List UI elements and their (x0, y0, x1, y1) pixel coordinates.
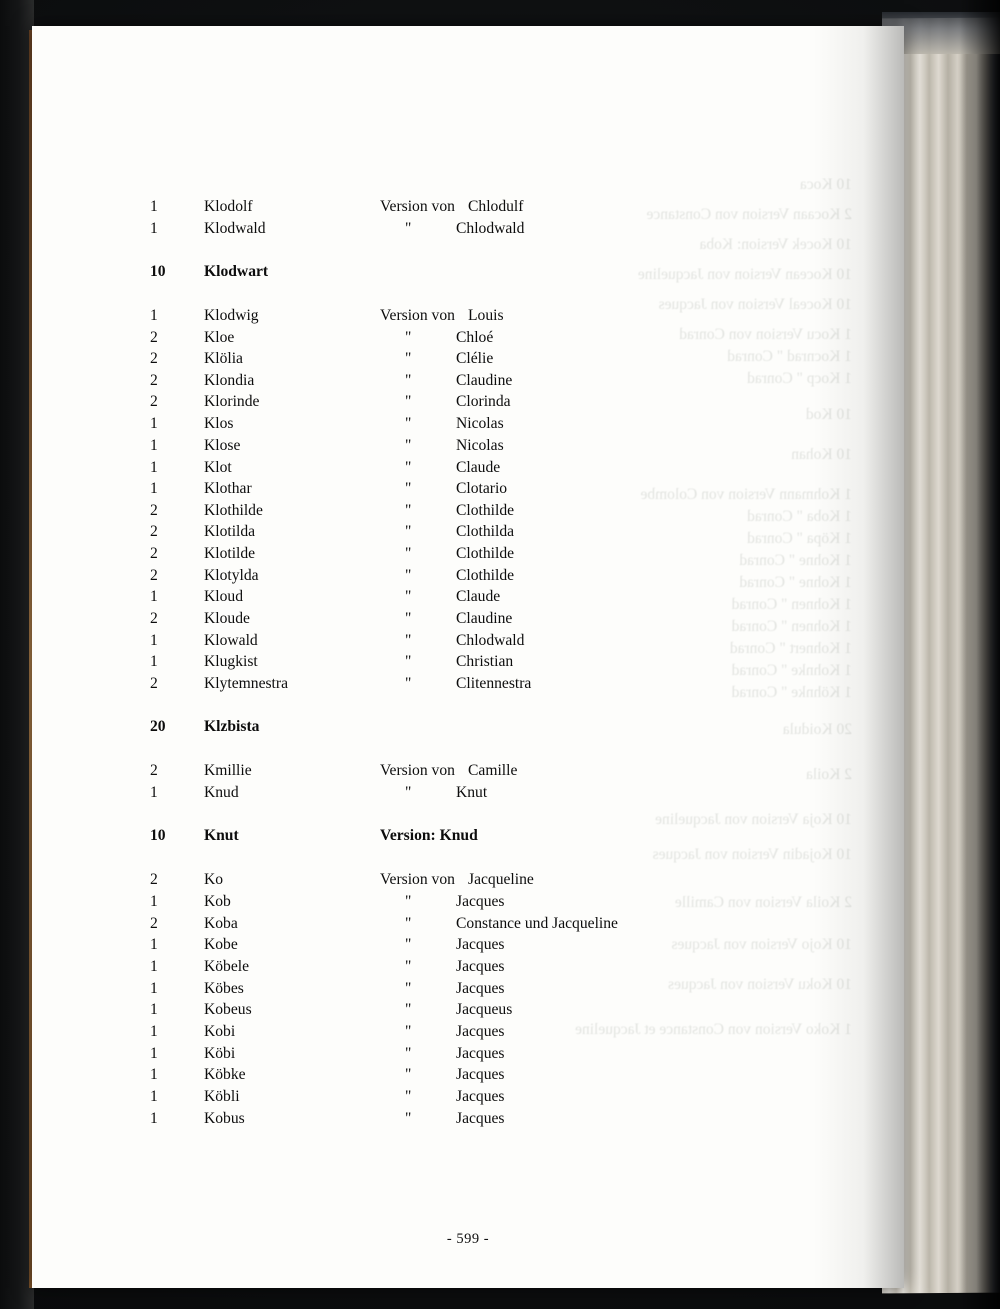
entry-target-name: Jacqueus (456, 1001, 513, 1018)
entry-count: 1 (150, 415, 158, 432)
entry-ditto-mark: " (405, 415, 412, 432)
showthrough-line: 20 Koidula (782, 721, 852, 738)
index-entry-row (32, 261, 904, 283)
index-entry-row (32, 782, 904, 804)
entry-target-name: Jacques (456, 893, 505, 910)
entry-ditto-mark: " (405, 1023, 412, 1040)
showthrough-line: 1 Kohnert " Conrad (729, 640, 852, 657)
entry-target-name: Chlodulf (468, 198, 524, 215)
entry-target-name: Claudine (456, 372, 513, 389)
entry-count: 1 (150, 1023, 158, 1040)
showthrough-line: 10 Koca (799, 176, 852, 193)
entry-name: Kloe (204, 329, 235, 346)
entry-target-name: Jacques (456, 1066, 505, 1083)
index-entry-row (32, 891, 904, 913)
entry-ditto-mark: " (405, 372, 412, 389)
entry-count: 2 (150, 871, 158, 888)
index-entry-row (32, 1064, 904, 1086)
entry-name: Klytemnestra (204, 675, 289, 692)
showthrough-line: 1 Köhnke " Conrad (731, 684, 852, 701)
entry-target-name: Nicolas (456, 415, 504, 432)
entry-target-name: Jacques (456, 1045, 505, 1062)
entry-count: 1 (150, 220, 158, 237)
entry-name: Klotilda (204, 523, 256, 540)
entry-count: 1 (150, 1001, 158, 1018)
entry-name: Klodwart (204, 263, 269, 280)
entry-count: 1 (150, 480, 158, 497)
entry-name: Klot (204, 459, 232, 476)
entry-ditto-mark: " (405, 588, 412, 605)
entry-target-name: Clélie (456, 350, 494, 367)
entry-version-label: Version von (380, 198, 455, 215)
entry-ditto-mark: " (405, 1045, 412, 1062)
entry-name: Klothilde (204, 502, 263, 519)
entry-name: Klotylda (204, 567, 259, 584)
showthrough-line: 10 Kohan (791, 446, 852, 463)
index-entry-row (32, 1043, 904, 1065)
entry-target-name: Claudine (456, 610, 513, 627)
entry-ditto-mark: " (405, 480, 412, 497)
entry-count: 1 (150, 1045, 158, 1062)
spine-shadow (960, 0, 1000, 1309)
entry-name: Klondia (204, 372, 255, 389)
entry-ditto-mark: " (405, 1001, 412, 1018)
entry-version-label: Version von (380, 762, 455, 779)
entry-count: 1 (150, 980, 158, 997)
entry-count: 1 (150, 1110, 158, 1127)
entry-ditto-mark: " (405, 784, 412, 801)
entry-ditto-mark: " (405, 893, 412, 910)
entry-count: 1 (150, 437, 158, 454)
entry-name: Kobus (204, 1110, 245, 1127)
showthrough-line: 1 Kohnen " Conrad (731, 596, 852, 613)
index-entry-row (32, 391, 904, 413)
showthrough-line: 2 Kocaan Version von Constance (646, 206, 852, 223)
entry-count: 2 (150, 393, 158, 410)
entry-target-name: Clothilde (456, 567, 515, 584)
showthrough-line: 10 Kojo Version von Jacques (671, 936, 852, 953)
showthrough-line: 1 Kohnke " Conrad (731, 662, 852, 679)
entry-target-name: Clothilde (456, 545, 515, 562)
entry-target-name: Chlodwald (456, 632, 525, 649)
entry-name: Kobi (204, 1023, 236, 1040)
entry-count: 1 (150, 588, 158, 605)
entry-name: Klölia (204, 350, 243, 367)
showthrough-line: 1 Kohne " Conrad (739, 574, 852, 591)
entry-target-name: Claude (456, 459, 501, 476)
entry-name: Klodwald (204, 220, 266, 237)
index-entry-row (32, 956, 904, 978)
index-entry-row (32, 673, 904, 695)
index-entry-row (32, 500, 904, 522)
entry-target-name: Jacques (456, 1023, 505, 1040)
index-entry-row (32, 608, 904, 630)
index-entry-row (32, 630, 904, 652)
index-entry-row (32, 586, 904, 608)
index-entry-row (32, 825, 904, 847)
entry-ditto-mark: " (405, 567, 412, 584)
entry-ditto-mark: " (405, 675, 412, 692)
entry-name: Klotilde (204, 545, 256, 562)
entry-name: Kmillie (204, 762, 252, 779)
page-number: - 599 - (446, 1231, 490, 1247)
entry-count: 1 (150, 459, 158, 476)
index-entry-row (32, 457, 904, 479)
entry-count: 2 (150, 523, 158, 540)
entry-target-name: Clothilda (456, 523, 515, 540)
entry-count: 1 (150, 1088, 158, 1105)
entry-target-name: Jacques (456, 1088, 505, 1105)
entry-name: Klodolf (204, 198, 253, 215)
index-entry-row (32, 913, 904, 935)
entry-ditto-mark: " (405, 545, 412, 562)
entry-target-name: Christian (456, 653, 514, 670)
entry-count: 2 (150, 545, 158, 562)
showthrough-line: 10 Kojadin Version von Jacques (652, 846, 852, 863)
entry-name: Klothar (204, 480, 252, 497)
index-entry-row (32, 413, 904, 435)
index-entry-row (32, 370, 904, 392)
showthrough-line: 2 Koila (805, 766, 852, 783)
entry-version-label: Version von (380, 307, 455, 324)
entry-count: 2 (150, 610, 158, 627)
index-entry-row (32, 1086, 904, 1108)
entry-count: 2 (150, 915, 158, 932)
entry-count: 1 (150, 958, 158, 975)
entry-ditto-mark: " (405, 1088, 412, 1105)
entry-name: Klzbista (204, 718, 260, 735)
entry-version-label: Version: Knud (380, 827, 478, 844)
entry-count: 1 (150, 893, 158, 910)
entry-target-name: Jacques (456, 936, 505, 953)
entry-ditto-mark: " (405, 653, 412, 670)
showthrough-line: 2 Koila Version von Camille (674, 894, 852, 911)
entry-ditto-mark: " (405, 437, 412, 454)
entry-ditto-mark: " (405, 220, 412, 237)
entry-count: 1 (150, 1066, 158, 1083)
entry-target-name: Louis (468, 307, 504, 324)
entry-count: 1 (150, 632, 158, 649)
index-entry-row (32, 934, 904, 956)
showthrough-line: 10 Kod (805, 406, 852, 423)
entry-target-name: Constance und Jacqueline (456, 915, 618, 932)
entry-count: 20 (150, 718, 166, 735)
showthrough-line: 1 Köpa " Conrad (747, 530, 852, 547)
entry-name: Klose (204, 437, 241, 454)
entry-count: 1 (150, 198, 158, 215)
entry-name: Köbele (204, 958, 250, 975)
showthrough-line: 1 Kohmann Version von Colombe (640, 486, 852, 503)
entry-name: Kobeus (204, 1001, 252, 1018)
entry-count: 2 (150, 329, 158, 346)
entry-count: 2 (150, 567, 158, 584)
entry-target-name: Clitennestra (456, 675, 532, 692)
entry-name: Knut (204, 827, 239, 844)
entry-count: 2 (150, 350, 158, 367)
entry-name: Klorinde (204, 393, 260, 410)
entry-ditto-mark: " (405, 980, 412, 997)
entry-count: 10 (150, 263, 166, 280)
index-entry-row (32, 435, 904, 457)
entry-ditto-mark: " (405, 632, 412, 649)
showthrough-line: 10 Kocean Version von Jacqueline (637, 266, 852, 283)
entry-target-name: Jacques (456, 1110, 505, 1127)
entry-name: Koba (204, 915, 238, 932)
entry-target-name: Chlodwald (456, 220, 525, 237)
index-entry-row (32, 760, 904, 782)
entry-count: 2 (150, 372, 158, 389)
showthrough-line: 1 Koba " Conrad (747, 508, 852, 525)
entry-ditto-mark: " (405, 502, 412, 519)
entry-name: Kobe (204, 936, 238, 953)
index-entry-row (32, 196, 904, 218)
entry-ditto-mark: " (405, 958, 412, 975)
entry-count: 1 (150, 784, 158, 801)
entry-ditto-mark: " (405, 459, 412, 476)
index-entry-row (32, 1021, 904, 1043)
index-entry-row (32, 716, 904, 738)
index-entry-row (32, 999, 904, 1021)
index-entry-row (32, 478, 904, 500)
index-entry-row (32, 565, 904, 587)
entry-target-name: Clorinda (456, 393, 511, 410)
entry-name: Klodwig (204, 307, 259, 324)
name-index-list (32, 26, 904, 1288)
index-entry-row (32, 348, 904, 370)
entry-ditto-mark: " (405, 350, 412, 367)
entry-target-name: Claude (456, 588, 501, 605)
entry-target-name: Jacques (456, 980, 505, 997)
showthrough-line: 10 Koceal Version von Jacques (658, 296, 852, 313)
index-entry-row (32, 869, 904, 891)
entry-version-label: Version von (380, 871, 455, 888)
showthrough-line: 1 Kohne " Conrad (739, 552, 852, 569)
showthrough-line: 10 Koku Version von Jacques (668, 976, 852, 993)
entry-count: 2 (150, 675, 158, 692)
entry-name: Köbli (204, 1088, 240, 1105)
index-entry-row (32, 305, 904, 327)
entry-name: Kloude (204, 610, 250, 627)
entry-ditto-mark: " (405, 393, 412, 410)
entry-target-name: Clotario (456, 480, 508, 497)
showthrough-line: 1 Kocp " Conrad (747, 370, 852, 387)
entry-name: Ko (204, 871, 224, 888)
entry-count: 10 (150, 827, 166, 844)
showthrough-line: 10 Kocek Version: Koba (699, 236, 852, 253)
entry-target-name: Camille (468, 762, 518, 779)
entry-count: 1 (150, 653, 158, 670)
entry-ditto-mark: " (405, 915, 412, 932)
index-entry-row (32, 651, 904, 673)
entry-name: Klugkist (204, 653, 258, 670)
entry-ditto-mark: " (405, 610, 412, 627)
index-entry-row (32, 521, 904, 543)
index-entry-row (32, 327, 904, 349)
index-entry-row (32, 978, 904, 1000)
entry-target-name: Jacqueline (468, 871, 534, 888)
showthrough-line: 10 Koja Version von Jacqueline (655, 811, 852, 828)
entry-target-name: Chloé (456, 329, 494, 346)
showthrough-line: 1 Kocnrad " Conrad (727, 348, 852, 365)
entry-target-name: Jacques (456, 958, 505, 975)
entry-count: 1 (150, 936, 158, 953)
entry-name: Köbes (204, 980, 244, 997)
showthrough-line: 1 Koko Version von Constance et Jacqueline (575, 1021, 852, 1038)
index-entry-row (32, 218, 904, 240)
showthrough-line: 1 Kocu Version von Conrad (679, 326, 852, 343)
entry-count: 2 (150, 762, 158, 779)
entry-ditto-mark: " (405, 936, 412, 953)
entry-name: Köbi (204, 1045, 236, 1062)
showthrough-line: 1 Kohnen " Conrad (731, 618, 852, 635)
entry-name: Köbke (204, 1066, 246, 1083)
entry-name: Knud (204, 784, 239, 801)
entry-ditto-mark: " (405, 523, 412, 540)
index-entry-row (32, 1108, 904, 1130)
entry-name: Kloud (204, 588, 243, 605)
index-entry-row (32, 543, 904, 565)
entry-target-name: Nicolas (456, 437, 504, 454)
entry-ditto-mark: " (405, 1110, 412, 1127)
entry-target-name: Clothilde (456, 502, 515, 519)
entry-ditto-mark: " (405, 1066, 412, 1083)
entry-count: 1 (150, 307, 158, 324)
entry-name: Klos (204, 415, 234, 432)
entry-name: Kob (204, 893, 231, 910)
printed-page (32, 26, 904, 1288)
entry-count: 2 (150, 502, 158, 519)
entry-target-name: Knut (456, 784, 488, 801)
entry-name: Klowald (204, 632, 258, 649)
entry-ditto-mark: " (405, 329, 412, 346)
